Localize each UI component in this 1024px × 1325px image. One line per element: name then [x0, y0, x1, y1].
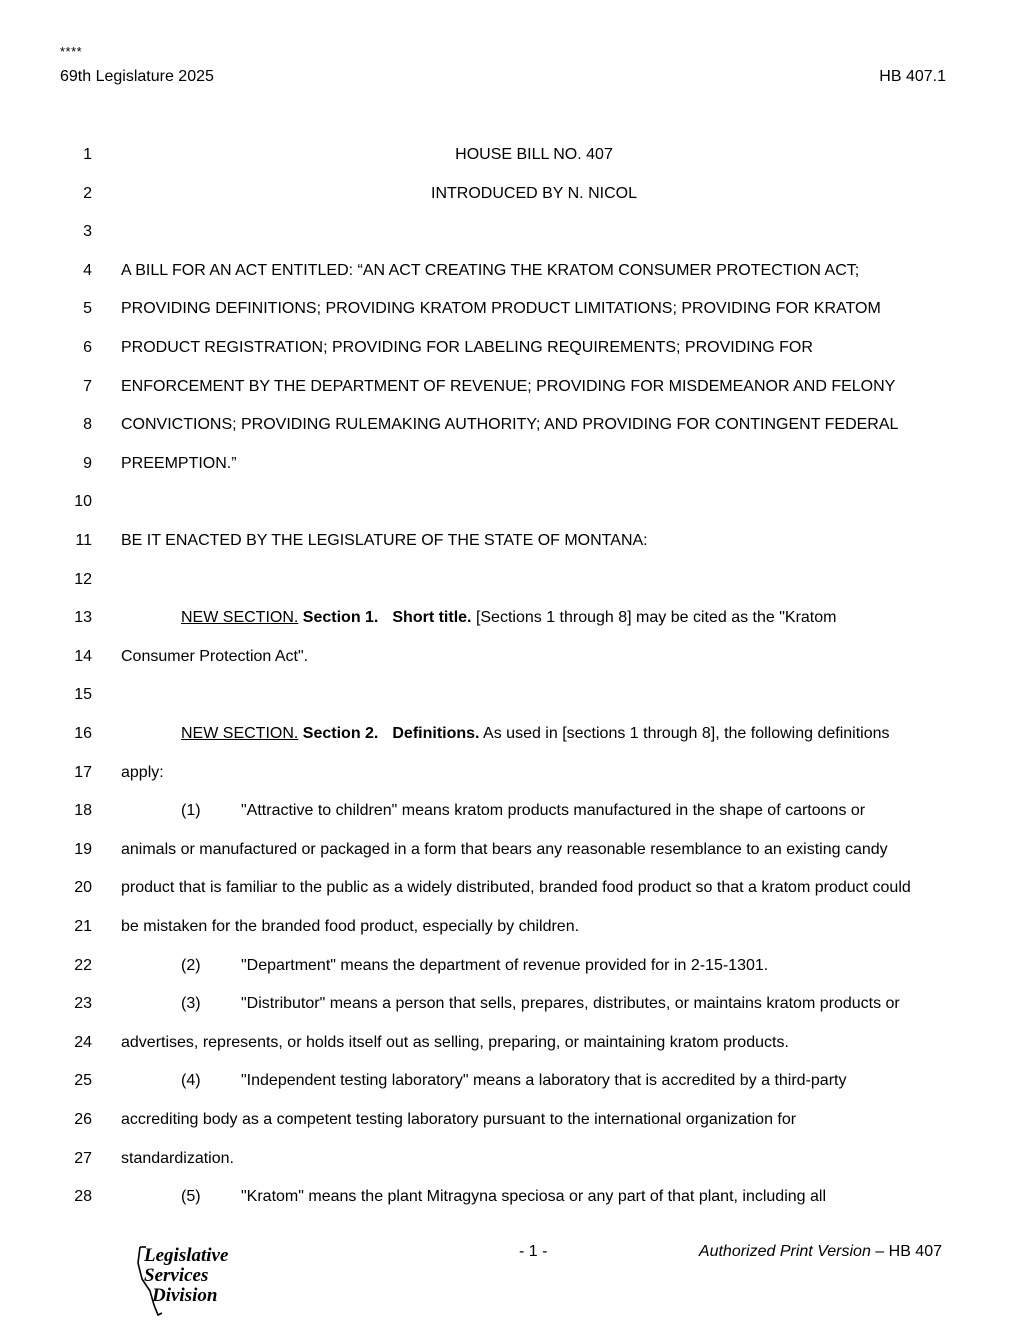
- bill-line: [0, 413, 1024, 437]
- bill-line: [0, 1069, 1024, 1093]
- line-text: INTRODUCED BY N. NICOL: [431, 184, 637, 202]
- section-text: [Sections 1 through 8] may be cited as the "Kratom: [475, 609, 837, 627]
- line-text: A BILL FOR AN ACT ENTITLED: “AN ACT CREATING THE KRATOM CONSUMER PROTECTION ACT;: [121, 261, 860, 279]
- line-text: [181, 606, 836, 630]
- page-number: - 1 -: [519, 1243, 548, 1260]
- legislature-label: 69th Legislature 2025: [60, 68, 214, 85]
- line-number: 27: [74, 1149, 92, 1167]
- line-text: apply:: [121, 763, 164, 781]
- line-number: 10: [74, 493, 92, 511]
- line-number: 13: [74, 609, 92, 627]
- line-number: 16: [74, 725, 92, 742]
- line-number: 26: [74, 1111, 92, 1128]
- line-number: 14: [74, 647, 92, 665]
- line-number: 24: [74, 1033, 92, 1051]
- bill-line: [0, 799, 1024, 823]
- subsection-number: (1): [181, 802, 201, 820]
- line-text: ENFORCEMENT BY THE DEPARTMENT OF REVENUE; PROVIDING FOR MISDEMEANOR AND FELONY: [121, 377, 896, 395]
- subsection-number: (3): [181, 995, 201, 1013]
- bill-line: [0, 915, 1024, 939]
- line-text: PREEMPTION.”: [121, 454, 237, 472]
- line-text: be mistaken for the branded food product, especially by children.: [121, 918, 580, 935]
- line-text: PRODUCT REGISTRATION; PROVIDING FOR LABELING REQUIREMENTS; PROVIDING FOR: [121, 339, 813, 356]
- line-text: [181, 722, 890, 746]
- line-number: 9: [83, 454, 92, 472]
- line-text: "Department" means the department of revenue provided for in 2-15-1301.: [241, 956, 769, 974]
- line-number: 5: [83, 300, 92, 318]
- line-text: "Kratom" means the plant Mitragyna speciosa or any part of that plant, including all: [241, 1188, 827, 1206]
- new-section-label: NEW SECTION.: [181, 725, 299, 742]
- line-number: 7: [83, 377, 92, 395]
- line-number: 12: [74, 570, 92, 588]
- line-number: 2: [83, 184, 92, 202]
- line-text: Consumer Protection Act".: [121, 647, 309, 665]
- line-text: "Distributor" means a person that sells, prepares, distributes, or maintains kratom products or: [241, 995, 900, 1013]
- bill-line: [0, 182, 1024, 206]
- bill-line: [0, 722, 1024, 746]
- line-number: 23: [74, 995, 92, 1013]
- line-number: 25: [74, 1072, 92, 1090]
- line-number: 19: [74, 840, 92, 858]
- line-text: product that is familiar to the public as a widely distributed, branded food product so that a kratom product could: [121, 879, 911, 897]
- bill-line: [0, 336, 1024, 360]
- bill-line: [0, 1147, 1024, 1171]
- section-number: Section 2.: [302, 725, 379, 742]
- bill-line: [0, 838, 1024, 862]
- logo-line-1: Legislative: [144, 1245, 229, 1266]
- line-number: 21: [74, 918, 92, 935]
- new-section-label: NEW SECTION.: [181, 609, 299, 627]
- line-number: 6: [83, 339, 92, 356]
- line-number: 11: [75, 532, 92, 549]
- line-text: "Independent testing laboratory" means a laboratory that is accredited by a third-party: [241, 1072, 847, 1090]
- bill-line: [0, 452, 1024, 476]
- bill-line: [0, 529, 1024, 553]
- line-number: 8: [83, 416, 92, 434]
- bill-code: HB 407.1: [879, 68, 946, 85]
- authorized-print-text: Authorized Print Version: [698, 1243, 871, 1260]
- subsection-number: (5): [181, 1188, 201, 1206]
- bill-line: [0, 683, 1024, 707]
- bill-line: [0, 568, 1024, 592]
- legislative-services-logo: [132, 1243, 252, 1319]
- line-text: standardization.: [121, 1149, 234, 1167]
- line-text: BE IT ENACTED BY THE LEGISLATURE OF THE STATE OF MONTANA:: [121, 532, 648, 549]
- line-number: 15: [74, 686, 92, 704]
- subsection-number: (2): [181, 956, 201, 974]
- bill-line: [0, 876, 1024, 900]
- bill-line: [0, 259, 1024, 283]
- section-heading: Definitions.: [392, 725, 480, 742]
- logo-line-2: Services: [144, 1265, 209, 1286]
- bill-line: [0, 761, 1024, 785]
- line-number: 20: [74, 879, 92, 897]
- bill-line: [0, 992, 1024, 1016]
- line-text: advertises, represents, or holds itself out as selling, preparing, or maintaining kratom products.: [121, 1033, 789, 1051]
- bill-line: [0, 1185, 1024, 1209]
- bill-line: [0, 490, 1024, 514]
- bill-line: [0, 1031, 1024, 1055]
- bill-line: [0, 220, 1024, 244]
- bill-line: [0, 297, 1024, 321]
- authorized-print-label: [699, 1243, 942, 1261]
- line-number: 28: [74, 1188, 92, 1206]
- line-text: HOUSE BILL NO. 407: [455, 146, 613, 163]
- section-heading: Short title.: [392, 609, 472, 627]
- line-number: 4: [83, 261, 92, 279]
- bill-line: [0, 954, 1024, 978]
- logo-line-3: Division: [152, 1285, 218, 1306]
- bill-line: [0, 606, 1024, 630]
- section-number: Section 1.: [302, 609, 379, 627]
- bill-line: [0, 375, 1024, 399]
- bill-line: [0, 645, 1024, 669]
- bill-line: [0, 143, 1024, 167]
- line-text: "Attractive to children" means kratom products manufactured in the shape of cartoons or: [241, 802, 866, 820]
- line-number: 3: [83, 223, 92, 241]
- bill-line: [0, 1108, 1024, 1132]
- bill-reference: – HB 407: [870, 1243, 942, 1260]
- line-text: CONVICTIONS; PROVIDING RULEMAKING AUTHORITY; AND PROVIDING FOR CONTINGENT FEDERAL: [121, 416, 899, 434]
- line-text: animals or manufactured or packaged in a form that bears any reasonable resemblance to an existing candy: [121, 840, 888, 858]
- line-number: 22: [74, 956, 92, 974]
- line-text: PROVIDING DEFINITIONS; PROVIDING KRATOM PRODUCT LIMITATIONS; PROVIDING FOR KRATOM: [121, 300, 881, 318]
- header-stars: ****: [60, 44, 83, 59]
- line-number: 17: [74, 763, 92, 781]
- subsection-number: (4): [181, 1072, 201, 1090]
- line-number: 18: [74, 802, 92, 820]
- line-number: 1: [83, 146, 92, 163]
- section-text: As used in [sections 1 through 8], the following definitions: [483, 725, 890, 742]
- line-text: accrediting body as a competent testing laboratory pursuant to the international organization for: [121, 1111, 797, 1128]
